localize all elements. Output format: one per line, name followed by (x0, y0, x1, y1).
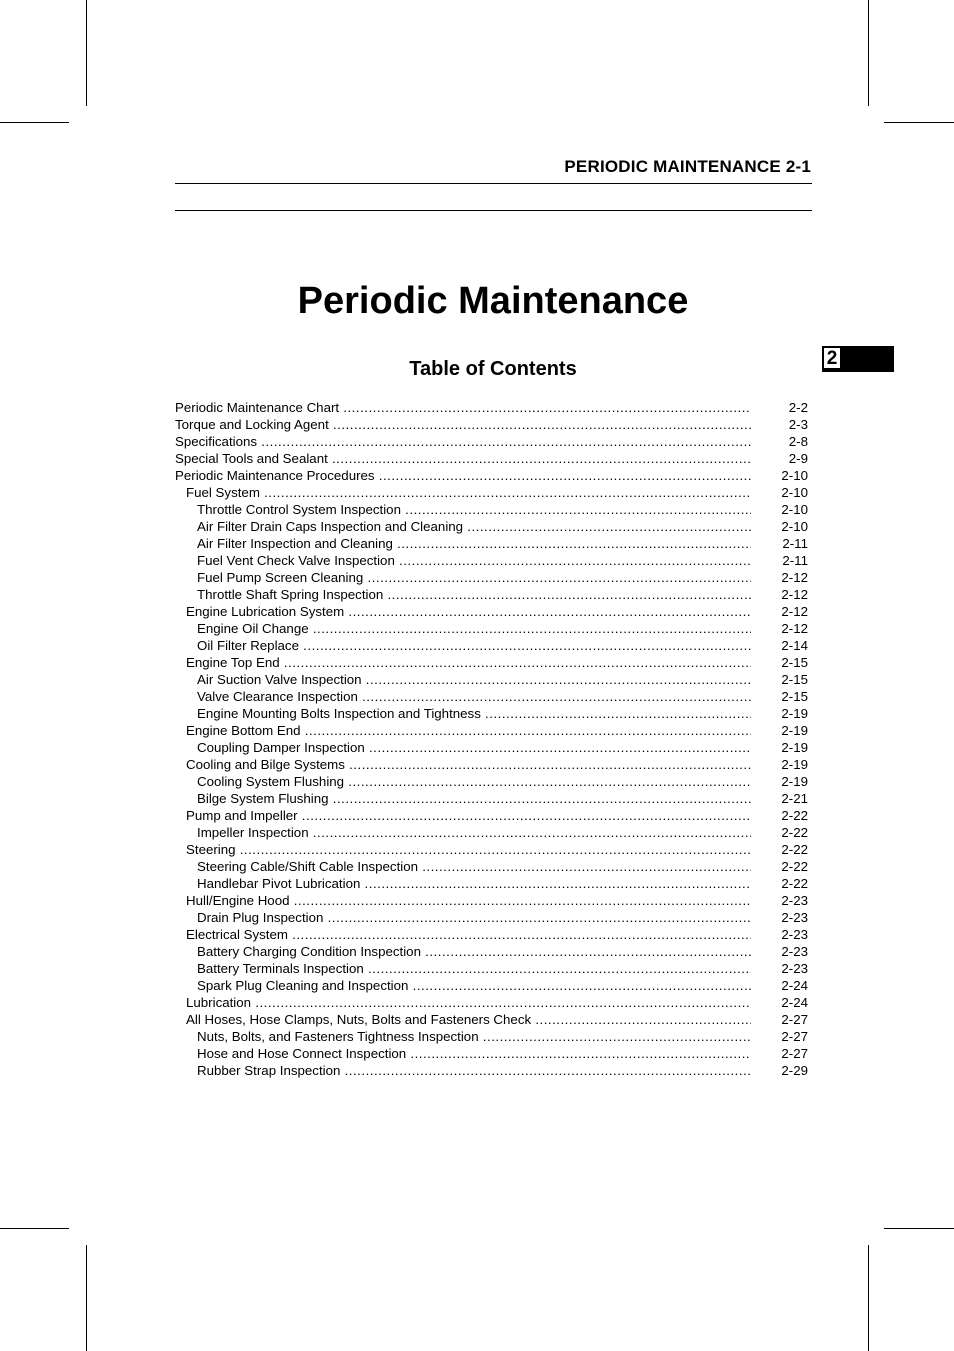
toc-entry-label: Battery Terminals Inspection ..... (197, 960, 751, 977)
toc-entry[interactable] (175, 960, 811, 977)
toc-entry[interactable] (175, 399, 811, 416)
toc-entry-page: 2-27 (781, 1029, 808, 1044)
crop-mark (0, 1228, 69, 1229)
toc-entry-page: 2-11 (782, 536, 808, 551)
table-of-contents (175, 399, 811, 1079)
toc-entry-label: Electrical System ..... (186, 926, 751, 943)
toc-entry-page: 2-19 (781, 723, 808, 738)
toc-entry-label: Steering Cable/Shift Cable Inspection ..... (197, 858, 751, 875)
toc-entry-page: 2-23 (781, 961, 808, 976)
toc-entry-label: Rubber Strap Inspection ..... (197, 1062, 751, 1079)
toc-entry[interactable] (175, 518, 811, 535)
toc-entry[interactable] (175, 722, 811, 739)
toc-entry-page: 2-14 (781, 638, 808, 653)
toc-entry[interactable] (175, 790, 811, 807)
toc-entry-page: 2-9 (788, 451, 808, 466)
toc-entry-page: 2-2 (788, 400, 808, 415)
toc-entry-label: Throttle Shaft Spring Inspection ..... (197, 586, 751, 603)
toc-entry-page: 2-19 (781, 740, 808, 755)
toc-entry-label: Engine Mounting Bolts Inspection and Tightness ..... (197, 705, 751, 722)
toc-entry-page: 2-22 (781, 842, 808, 857)
toc-entry[interactable] (175, 620, 811, 637)
toc-entry-label: Oil Filter Replace ..... (197, 637, 751, 654)
toc-entry[interactable] (175, 892, 811, 909)
toc-entry-page: 2-23 (781, 944, 808, 959)
toc-entry-page: 2-19 (781, 774, 808, 789)
toc-entry[interactable] (175, 569, 811, 586)
toc-entry-label: Fuel Pump Screen Cleaning ..... (197, 569, 751, 586)
toc-entry[interactable] (175, 603, 811, 620)
toc-entry[interactable] (175, 654, 811, 671)
toc-entry[interactable] (175, 926, 811, 943)
crop-mark (884, 1228, 954, 1229)
toc-entry[interactable] (175, 450, 811, 467)
toc-entry-page: 2-10 (781, 502, 808, 517)
toc-entry-label: Coupling Damper Inspection ..... (197, 739, 751, 756)
toc-entry-label: Cooling and Bilge Systems ..... (186, 756, 751, 773)
toc-entry[interactable] (175, 756, 811, 773)
toc-entry-page: 2-23 (781, 910, 808, 925)
toc-entry-page: 2-12 (781, 604, 808, 619)
toc-entry-page: 2-22 (781, 876, 808, 891)
chapter-title: Periodic Maintenance (297, 280, 689, 322)
toc-entry[interactable] (175, 484, 811, 501)
toc-entry-label: Air Filter Inspection and Cleaning ..... (197, 535, 751, 552)
toc-entry-page: 2-21 (781, 791, 808, 806)
toc-entry[interactable] (175, 552, 811, 569)
toc-entry-label: Fuel System ..... (186, 484, 751, 501)
crop-mark (86, 0, 87, 106)
header-rule (175, 183, 812, 184)
toc-entry[interactable] (175, 586, 811, 603)
running-head: PERIODIC MAINTENANCE 2-1 (564, 157, 811, 176)
toc-entry[interactable] (175, 875, 811, 892)
toc-entry[interactable] (175, 1028, 811, 1045)
toc-entry-label: Steering ..... (186, 841, 751, 858)
crop-mark (0, 122, 69, 123)
toc-entry-label: Hose and Hose Connect Inspection ..... (197, 1045, 751, 1062)
toc-entry-label: Drain Plug Inspection ..... (197, 909, 751, 926)
toc-entry[interactable] (175, 535, 811, 552)
toc-entry[interactable] (175, 909, 811, 926)
toc-entry-label: Torque and Locking Agent ..... (175, 416, 751, 433)
toc-entry-label: Air Suction Valve Inspection ..... (197, 671, 751, 688)
toc-entry-label: Engine Lubrication System ..... (186, 603, 751, 620)
toc-entry-page: 2-23 (781, 927, 808, 942)
toc-entry-label: All Hoses, Hose Clamps, Nuts, Bolts and Fasteners Check ..... (186, 1011, 751, 1028)
header-rule-lower (175, 210, 812, 211)
toc-entry-label: Lubrication ..... (186, 994, 751, 1011)
toc-entry[interactable] (175, 977, 811, 994)
crop-mark (868, 1245, 869, 1351)
toc-entry-page: 2-12 (781, 621, 808, 636)
toc-entry-page: 2-27 (781, 1046, 808, 1061)
toc-entry[interactable] (175, 433, 811, 450)
toc-entry-page: 2-29 (781, 1063, 808, 1078)
toc-entry-label: Specifications ..... (175, 433, 751, 450)
toc-entry-page: 2-10 (781, 468, 808, 483)
toc-entry-page: 2-27 (781, 1012, 808, 1027)
toc-entry[interactable] (175, 688, 811, 705)
toc-entry-label: Periodic Maintenance Chart ..... (175, 399, 751, 416)
chapter-tab-number: 2 (823, 347, 841, 369)
toc-entry-page: 2-22 (781, 808, 808, 823)
toc-entry-label: Engine Oil Change ..... (197, 620, 751, 637)
toc-entry-label: Valve Clearance Inspection ..... (197, 688, 751, 705)
toc-entry-label: Hull/Engine Hood ..... (186, 892, 751, 909)
toc-entry[interactable] (175, 501, 811, 518)
toc-entry[interactable] (175, 943, 811, 960)
toc-entry[interactable] (175, 637, 811, 654)
toc-entry-label: Pump and Impeller ..... (186, 807, 751, 824)
toc-entry-page: 2-22 (781, 859, 808, 874)
toc-entry-label: Bilge System Flushing ..... (197, 790, 751, 807)
toc-entry[interactable] (175, 858, 811, 875)
toc-entry[interactable] (175, 1011, 811, 1028)
toc-entry[interactable] (175, 994, 811, 1011)
toc-entry-page: 2-24 (781, 978, 808, 993)
toc-heading: Table of Contents (409, 358, 577, 380)
toc-entry[interactable] (175, 824, 811, 841)
crop-mark (86, 1245, 87, 1351)
toc-entry[interactable] (175, 807, 811, 824)
toc-entry[interactable] (175, 773, 811, 790)
toc-entry-page: 2-24 (781, 995, 808, 1010)
toc-entry-page: 2-12 (781, 570, 808, 585)
toc-entry-page: 2-11 (782, 553, 808, 568)
toc-entry-label: Handlebar Pivot Lubrication ..... (197, 875, 751, 892)
toc-entry-page: 2-15 (781, 672, 808, 687)
toc-entry-label: Air Filter Drain Caps Inspection and Cleaning ..... (197, 518, 751, 535)
toc-entry[interactable] (175, 467, 811, 484)
toc-entry[interactable] (175, 705, 811, 722)
toc-entry[interactable] (175, 1045, 811, 1062)
crop-mark (884, 122, 954, 123)
toc-entry-label: Spark Plug Cleaning and Inspection ..... (197, 977, 751, 994)
toc-entry[interactable] (175, 416, 811, 433)
toc-entry[interactable] (175, 671, 811, 688)
toc-entry-page: 2-22 (781, 825, 808, 840)
toc-entry-label: Throttle Control System Inspection ..... (197, 501, 751, 518)
toc-entry-page: 2-10 (781, 485, 808, 500)
toc-entry-page: 2-3 (788, 417, 808, 432)
toc-entry[interactable] (175, 841, 811, 858)
toc-entry-label: Periodic Maintenance Procedures ..... (175, 467, 751, 484)
toc-entry-label: Cooling System Flushing ..... (197, 773, 751, 790)
toc-entry[interactable] (175, 739, 811, 756)
toc-entry-page: 2-15 (781, 689, 808, 704)
toc-entry-page: 2-19 (781, 706, 808, 721)
toc-entry-page: 2-10 (781, 519, 808, 534)
toc-entry-label: Fuel Vent Check Valve Inspection ..... (197, 552, 751, 569)
toc-entry-label: Impeller Inspection ..... (197, 824, 751, 841)
crop-mark (868, 0, 869, 106)
toc-entry-page: 2-8 (788, 434, 808, 449)
toc-entry-label: Engine Bottom End ..... (186, 722, 751, 739)
toc-entry-page: 2-12 (781, 587, 808, 602)
toc-entry-label: Engine Top End ..... (186, 654, 751, 671)
toc-entry-page: 2-15 (781, 655, 808, 670)
toc-entry-label: Special Tools and Sealant ..... (175, 450, 751, 467)
toc-entry-label: Nuts, Bolts, and Fasteners Tightness Inspection ..... (197, 1028, 751, 1045)
toc-entry-page: 2-19 (781, 757, 808, 772)
toc-entry[interactable] (175, 1062, 811, 1079)
toc-entry-page: 2-23 (781, 893, 808, 908)
toc-entry-label: Battery Charging Condition Inspection ..... (197, 943, 751, 960)
